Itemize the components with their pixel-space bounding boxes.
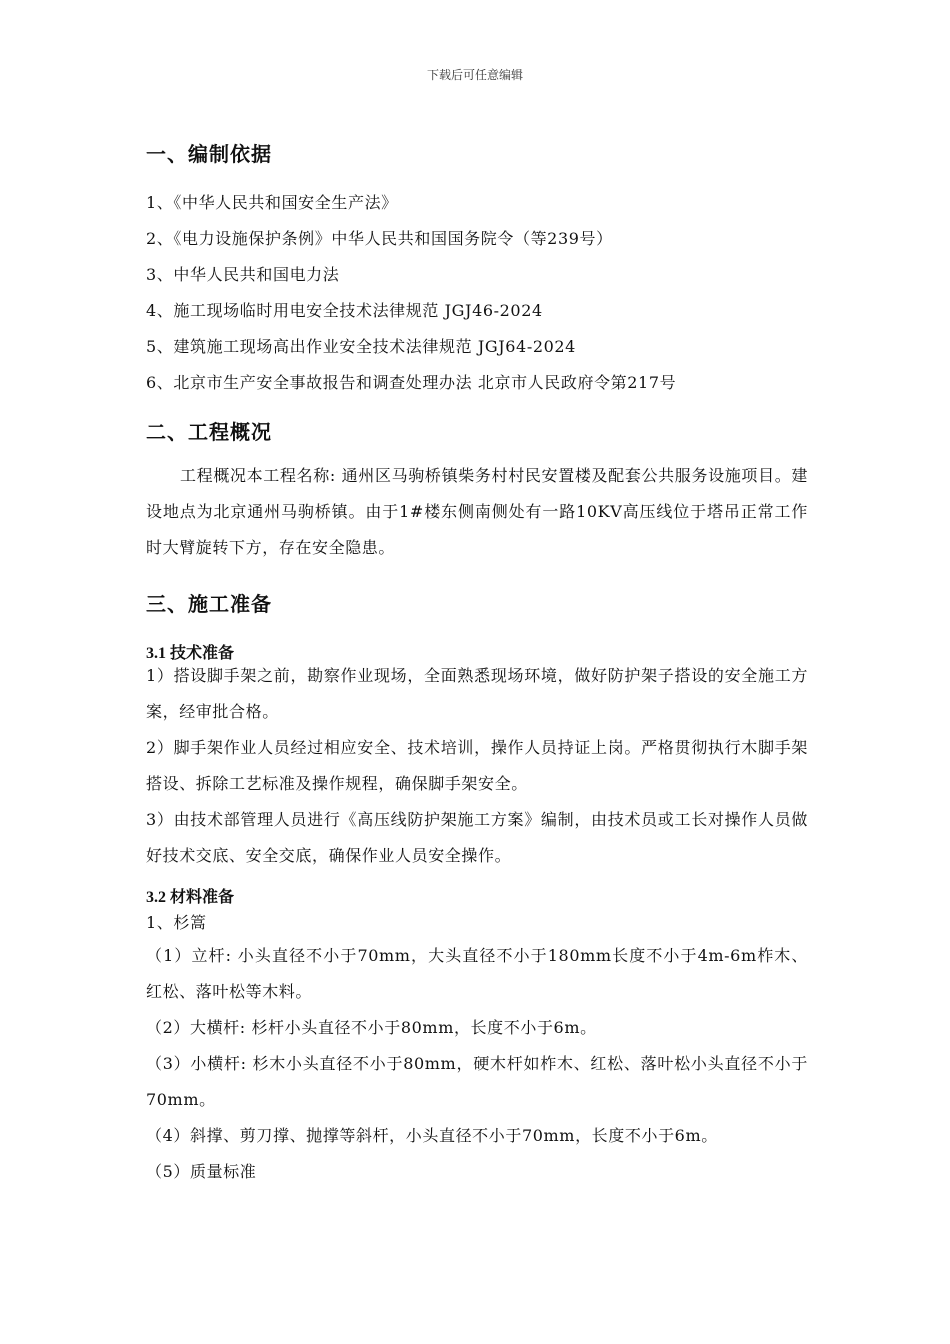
- tech-prep-item: 3）由技术部管理人员进行《高压线防护架施工方案》编制，由技术员或工长对操作人员做好技术交底、安全交底，确保作业人员安全操作。: [146, 810, 808, 865]
- project-overview-paragraph: 工程概况本工程名称: 通州区马驹桥镇柴务村村民安置楼及配套公共服务设施项目。建设地点为北京通州马驹桥镇。由于1#楼东侧南侧处有一路10KV高压线位于塔吊正常工作时大臂旋转下方，存在安全隐患。: [146, 466, 808, 557]
- material-label: 1、杉篙: [146, 913, 207, 932]
- section-1-heading: 一、编制依据: [146, 142, 272, 166]
- material-item: （4）斜撑、剪刀撑、抛撑等斜杆，小头直径不小于70mm，长度不小于6m。: [146, 1126, 718, 1145]
- material-item: （5）质量标准: [146, 1162, 257, 1181]
- reference-item: 5、建筑施工现场高出作业安全技术法律规范 JGJ64-2024: [146, 337, 576, 356]
- reference-item: 4、施工现场临时用电安全技术法律规范 JGJ46-2024: [146, 301, 543, 320]
- reference-item: 1、《中华人民共和国安全生产法》: [146, 193, 398, 212]
- material-item: （1）立杆: 小头直径不小于70mm，大头直径不小于180mm长度不小于4m-6m柞木、红松、落叶松等木料。: [146, 946, 808, 1001]
- section-2-heading: 二、工程概况: [146, 420, 272, 444]
- tech-prep-item: 2）脚手架作业人员经过相应安全、技术培训，操作人员持证上岗。严格贯彻执行木脚手架搭设、拆除工艺标准及操作规程，确保脚手架安全。: [146, 738, 808, 793]
- material-item: （2）大横杆: 杉杆小头直径不小于80mm，长度不小于6m。: [146, 1018, 597, 1037]
- tech-prep-item: 1）搭设脚手架之前，勘察作业现场，全面熟悉现场环境，做好防护架子搭设的安全施工方案，经审批合格。: [146, 666, 808, 721]
- subsection-3-2-heading: 3.2 材料准备: [146, 889, 235, 906]
- subsection-3-1-heading: 3.1 技术准备: [146, 645, 235, 662]
- material-item: （3）小横杆: 杉木小头直径不小于80mm，硬木杆如柞木、红松、落叶松小头直径不小于70mm。: [146, 1054, 808, 1109]
- page-header: 下载后可任意编辑: [426, 68, 523, 82]
- reference-item: 2、《电力设施保护条例》中华人民共和国国务院令（等239号）: [146, 229, 613, 248]
- reference-item: 6、北京市生产安全事故报告和调查处理办法 北京市人民政府令第217号: [146, 373, 677, 392]
- reference-item: 3、中华人民共和国电力法: [146, 265, 340, 284]
- section-3-heading: 三、施工准备: [146, 592, 272, 616]
